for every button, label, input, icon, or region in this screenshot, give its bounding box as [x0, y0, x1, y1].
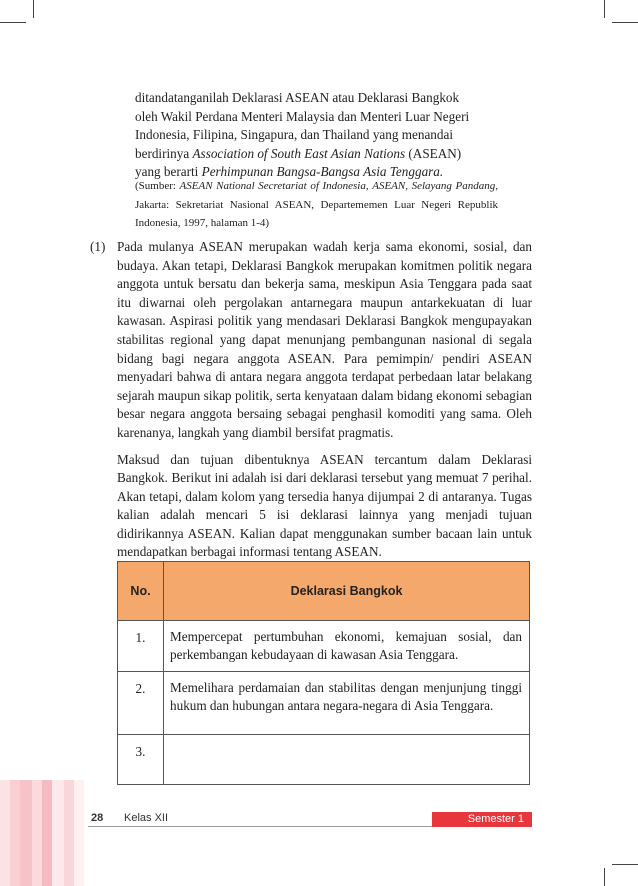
decorative-stripe — [74, 780, 84, 886]
paragraph-body: Pada mulanya ASEAN merupakan wadah kerja sama ekonomi, sosial, dan budaya. Akan tetapi, Deklarasi Bangkok merupakan komitmen politik negara anggota untuk bersatu dan bekerja sama, meskipun Asia Tenggara pada saat itu diwarnai oleh pergolakan antarnegara maupun antarkekuatan di luar kawasan. Aspirasi politik yang mendasari Deklarasi Bangkok mengupayakan stabilitas regional yang dapat menunjang pembangunan nasional di segala bidang bagi negara anggota ASEAN. Para pemimpin/ pendiri ASEAN menyadari bahwa di antara negara anggota terdapat perbedaan latar belakang sejarah maupun sikap politik, serta kenyataan dalam bidang ekonomi sebagian besar negara anggota bersaing sebagai penghasil komoditi yang sama. Oleh karenanya, langkah yang diambil bersifat pragmatis. — [117, 239, 532, 440]
paragraph-1 — [90, 238, 532, 443]
row-number: 3. — [118, 734, 164, 784]
table-row — [118, 621, 530, 672]
crop-mark-bottom-right-v — [604, 868, 605, 886]
citation-italic: ASEAN, Selayang Pandang — [372, 180, 496, 192]
citation-text: , — [365, 180, 373, 192]
citation-italic: ASEAN National Secretariat of Indonesia — [179, 180, 366, 192]
quote-text-span: berdirinya — [135, 145, 193, 161]
decorative-stripe — [10, 780, 20, 886]
table-row — [118, 734, 530, 784]
quote-italic-span: Association of South East Asian Nations — [192, 145, 406, 161]
header-no: No. — [118, 562, 164, 621]
source-citation — [135, 177, 498, 233]
crop-mark-top-right-v — [604, 0, 605, 18]
class-label: Kelas XII — [124, 812, 169, 824]
citation-text: (Sumber: — [135, 180, 180, 192]
row-number: 1. — [118, 621, 164, 672]
decorative-stripe — [52, 780, 64, 886]
row-number: 2. — [118, 671, 164, 734]
row-text: Mempercepat pertumbuhan ekonomi, kemajuan sosial, dan perkembangan kebudayaan di kawasan Asia Tenggara. — [164, 621, 530, 672]
citation-text: , Jakarta: Sekretariat Nasional ASEAN, Departememen Luar Negeri Republik Indonesia, 1997, halaman 1-4) — [135, 180, 498, 230]
quote-italic-span: Perhimpunan Bangsa-Bangsa Asia Tenggara. — [201, 164, 444, 180]
quote-line: Indonesia, Filipina, Singapura, dan Thailand yang menandai — [135, 127, 454, 143]
table-row — [118, 671, 530, 734]
crop-mark-top-left-h — [0, 22, 26, 23]
table-header-row — [118, 562, 530, 621]
decorative-stripe — [64, 780, 74, 886]
quote-line: ditandatanganilah Deklarasi ASEAN atau Deklarasi Bangkok — [135, 90, 460, 105]
quote-text-span: (ASEAN) — [405, 145, 462, 161]
paragraph-number: (1) — [90, 239, 106, 254]
footer-divider — [88, 826, 432, 827]
row-text: Memelihara perdamaian dan stabilitas dengan menjunjung tinggi hukum dan hubungan antara negara-negara di Asia Tenggara. — [164, 671, 530, 734]
crop-mark-bottom-right-h — [612, 864, 638, 865]
quote-text-span: yang berarti — [135, 164, 202, 180]
decorative-stripe — [42, 780, 52, 886]
decorative-stripe — [20, 780, 32, 886]
declaration-table — [117, 561, 530, 785]
header-declaration: Deklarasi Bangkok — [164, 562, 530, 621]
quote-excerpt — [135, 89, 498, 182]
row-text-empty — [164, 734, 530, 784]
decorative-stripe — [0, 780, 10, 886]
crop-mark-top-left-v — [33, 0, 34, 18]
page-number: 28 — [91, 812, 104, 824]
semester-label: Semester 1 — [432, 812, 532, 827]
quote-line — [135, 145, 498, 164]
decorative-stripe — [32, 780, 42, 886]
crop-mark-top-right-h — [612, 22, 638, 23]
quote-line: oleh Wakil Perdana Menteri Malaysia dan Menteri Luar Negeri — [135, 108, 470, 124]
paragraph-2: Maksud dan tujuan dibentuknya ASEAN tercantum dalam Deklarasi Bangkok. Berikut ini adalah isi dari deklarasi tersebut yang memuat 7 perihal. Akan tetapi, dalam kolom yang tersedia hanya dijumpai 2 di antaranya. Tugas kalian adalah mencari 5 isi deklarasi lainnya yang menjadi tujuan didirikannya ASEAN. Kalian dapat menggunakan sumber bacaan lain untuk mendapatkan berbagai informasi tentang ASEAN. — [117, 452, 532, 560]
